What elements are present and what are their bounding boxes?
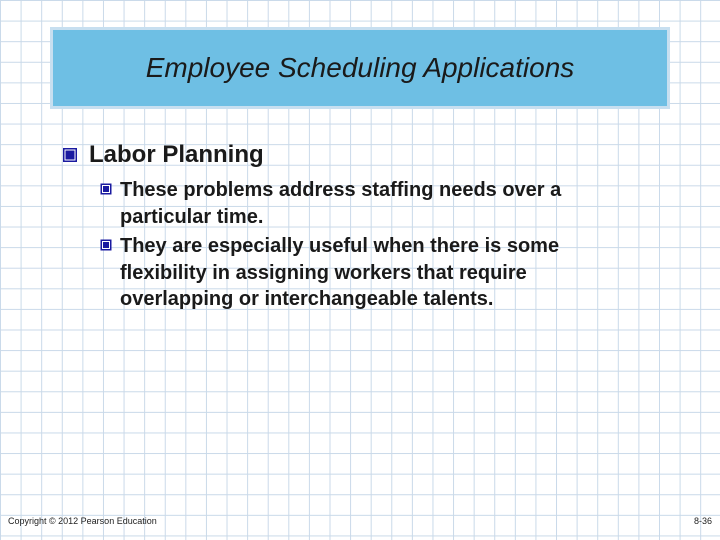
slide-title: Employee Scheduling Applications	[145, 52, 575, 83]
square-bullet-icon	[100, 239, 112, 251]
sub-bullet-line: particular time.	[120, 205, 264, 228]
square-bullet-icon	[62, 147, 78, 163]
bullet-text: Labor Planning	[89, 141, 264, 168]
sub-bullet-flexibility	[100, 233, 670, 313]
sub-bullet-text	[120, 177, 561, 230]
title-banner	[50, 27, 670, 109]
square-bullet-icon	[100, 183, 112, 195]
bullet-labor-planning	[62, 141, 264, 169]
sub-bullet-staffing	[100, 177, 670, 230]
sub-bullet-line: overlapping or interchangeable talents.	[120, 288, 494, 310]
sub-bullet-text	[120, 233, 559, 313]
sub-bullet-line: They are especially useful when there is some	[120, 235, 560, 257]
sub-bullet-line: These problems address staffing needs over a	[120, 179, 562, 201]
sub-bullet-line: flexibility in assigning workers that require	[120, 261, 527, 284]
copyright-footer: Copyright © 2012 Pearson Education	[8, 516, 157, 526]
page-number: 8-36	[693, 516, 712, 526]
